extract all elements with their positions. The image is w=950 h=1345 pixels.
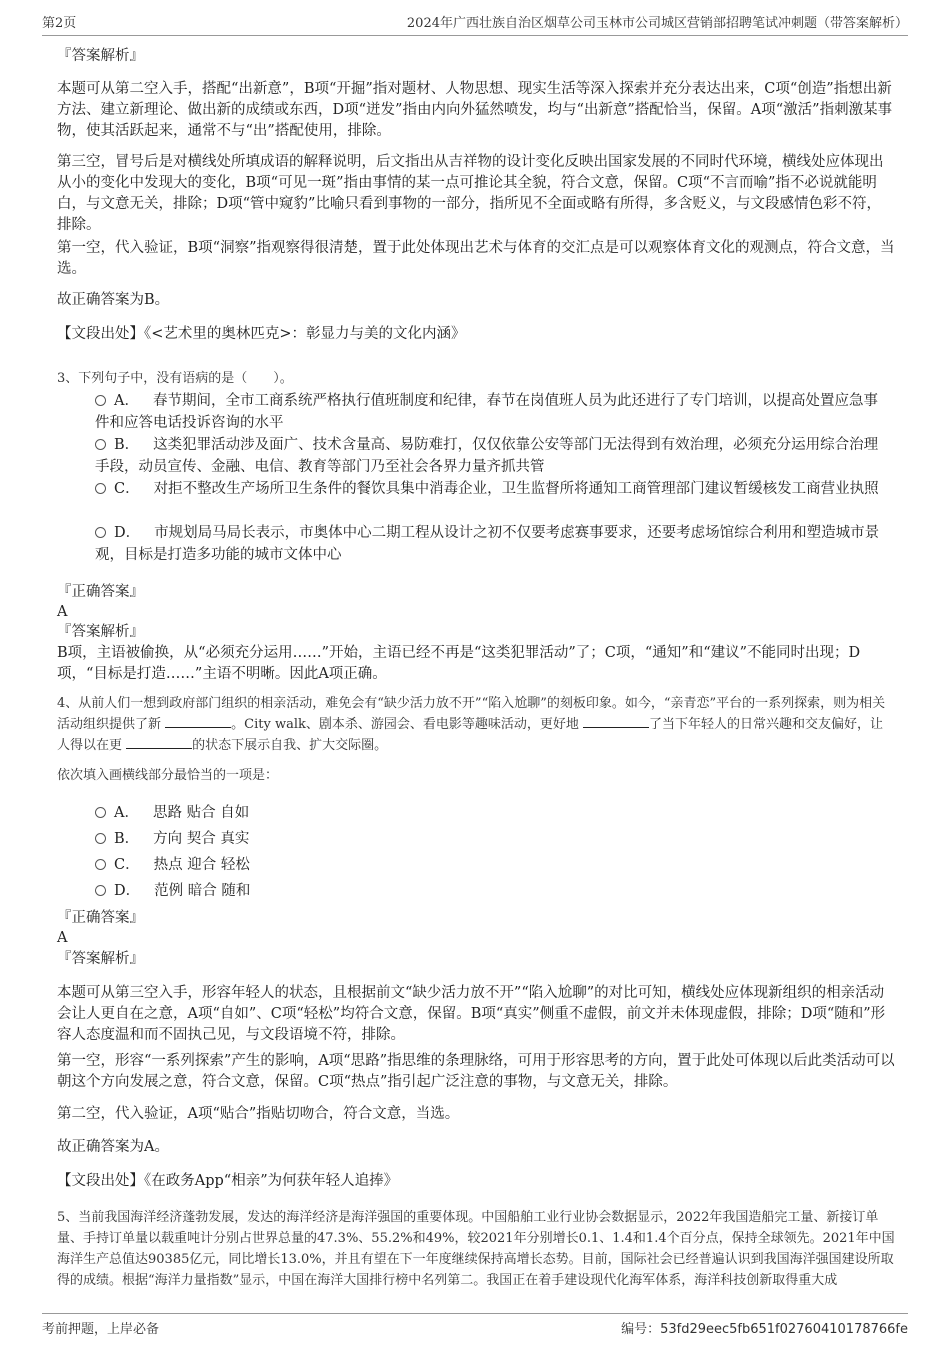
footer-slogan: 考前押题，上岸必备 (42, 1322, 160, 1337)
q4-option-a[interactable]: A． 思路 贴合 自如 (95, 802, 890, 824)
radio-icon[interactable] (95, 885, 106, 896)
document-title: 2024年广西壮族自治区烟草公司玉林市公司城区营销部招聘笔试冲刺题（带答案解析） (406, 16, 908, 31)
q3-option-c[interactable]: C． 对拒不整改生产场所卫生条件的餐饮具集中消毒企业，卫生监督所将通知工商管理部门建议暂缓核发工商营业执照 (95, 478, 890, 500)
q4-option-d[interactable]: D． 范例 暗合 随和 (95, 880, 890, 902)
q4-source: 【文段出处】《在政务App“相亲”为何获年轻人追捧》 (57, 1173, 399, 1189)
q5-stem: 5、当前我国海洋经济蓬勃发展，发达的海洋经济是海洋强国的重要体现。中国船舶工业行业协会数据显示，2022年我国造船完工量、新接订单量、手持订单量以载重吨计分别占世界总量的47.3%、55.2%和49%，较2021年分别增长0.1、1.4和1.4个百分点，保持全球领先。2021年中国海洋生产总值达90385亿元，同比增长13.0%，并且有望在下一年度继续保持高增长态势。目前，国际社会已经普遍认识到我国海洋强国建设所取得的成绩。根据“海洋力量指数”显示，中国在海洋大国排行榜中名列第二。我国正在着手建设现代化海军体系，海洋科技创新取得重大成 (57, 1210, 895, 1288)
q2-analysis-title: 『答案解析』 (57, 48, 144, 64)
q3-option-a[interactable]: A． 春节期间，全市工商系统严格执行值班制度和纪律，春节在岗值班人员为此还进行了专门培训，以提高处置应急事件和应答电话投诉咨询的水平 (95, 393, 878, 431)
q3-analysis-title: 『答案解析』 (57, 624, 144, 640)
q3-option-b[interactable]: B． 这类犯罪活动涉及面广、技术含量高、易防难打，仅仅依靠公安等部门无法得到有效治理，必须充分运用综合治理手段，动员宣传、金融、电信、教育等部门乃至社会各界力量齐抓共管 (95, 437, 879, 475)
q3-correct-answer: A (57, 604, 68, 620)
q4-correct-title: 『正确答案』 (57, 910, 144, 926)
q4-analysis-p4: 故正确答案为A。 (57, 1139, 169, 1155)
q2-analysis-p4: 故正确答案为B。 (57, 292, 170, 308)
q3-analysis: B项，主语被偷换，从“必须充分运用……”开始，主语已经不再是“这类犯罪活动”了；C项，“通知”和“建议”不能同时出现；D项，“目标是打造……”主语不明晰。因此A项正确。 (57, 645, 861, 682)
q4-analysis-title: 『答案解析』 (57, 951, 144, 967)
q2-analysis-p2: 第三空，冒号后是对横线处所填成语的解释说明，后文指出从吉祥物的设计变化反映出国家发展的不同时代环境，横线处应体现出从小的变化中发现大的变化，B项“可见一斑”指由事情的某一点可推论其全貌，符合文意，保留。C项“不言而喻”指不必说就能明白，与文意无关，排除；D项“管中窥豹”比喻只看到事物的一部分，指所见不全面或略有所得，多含贬义，与文段感情色彩不符，排除。 (57, 154, 884, 233)
q2-analysis-p1: 本题可从第二空入手，搭配“出新意”，B项“开掘”指对题材、人物思想、现实生活等深入探索并充分表达出来，C项“创造”指想出新方法、建立新理论、做出新的成绩或东西，D项“迸发”指由内向外猛然喷发，均与“出新意”搭配恰当，保留。A项“激活”指刺激某事物，使其活跃起来，通常不与“出”搭配使用，排除。 (57, 81, 893, 139)
radio-icon[interactable] (95, 439, 106, 450)
radio-icon[interactable] (95, 807, 106, 818)
q3-correct-title: 『正确答案』 (57, 584, 144, 600)
radio-icon[interactable] (95, 527, 106, 538)
q2-source: 【文段出处】《<艺术里的奥林匹克>：彰显力与美的文化内涵》 (57, 326, 466, 342)
radio-icon[interactable] (95, 395, 106, 406)
page-footer (42, 1313, 908, 1337)
fill-blank (126, 736, 192, 749)
q2-analysis-p3: 第一空，代入验证，B项“洞察”指观察得很清楚，置于此处体现出艺术与体育的交汇点是可以观察体育文化的观测点，符合文意，当选。 (57, 240, 895, 277)
q4-option-c[interactable]: C． 热点 迎合 轻松 (95, 854, 890, 876)
page-header (42, 12, 908, 36)
q4-analysis-p2: 第一空，形容“一系列探索”产生的影响，A项“思路”指思维的条理脉络，可用于形容思考的方向，置于此处可体现以后此类活动可以朝这个方向发展之意，符合文意，保留。C项“热点”指引起广泛注意的事物，与文意无关，排除。 (57, 1053, 895, 1090)
q3-option-d[interactable]: D． 市规划局马局长表示，市奥体中心二期工程从设计之初不仅要考虑赛事要求，还要考虑场馆综合利用和塑造城市景观，目标是打造多功能的城市文体中心 (95, 525, 880, 563)
q4-correct-answer: A (57, 930, 68, 946)
q4-option-b[interactable]: B． 方向 契合 真实 (95, 828, 890, 850)
q4-prompt: 依次填入画横线部分最恰当的一项是： (57, 768, 279, 783)
fill-blank (165, 715, 231, 728)
radio-icon[interactable] (95, 483, 106, 494)
page-number: 第2页 (42, 16, 77, 31)
q4-stem: 4、从前人们一想到政府部门组织的相亲活动，难免会有“缺少活力放不开”“陷入尬聊”的刻板印象。如今，“亲青恋”平台的一系列探索，则为相关活动组织提供了新 。City walk、剧本杀、游园会、看电影等趣味活动，更好地 了当下年轻人的日常兴趣和交友偏好，让人得以在更 的状态下展示自我、扩大交际圈。 (57, 696, 886, 753)
q4-analysis-p1: 本题可从第三空入手，形容年轻人的状态，且根据前文“缺少活力放不开”“陷入尬聊”的对比可知，横线处应体现新组织的相亲活动会让人更自在之意，A项“自如”、C项“轻松”均符合文意，保留。B项“真实”侧重不虚假，前文并未体现虚假，排除；D项“随和”形容人态度温和而不固执己见，与文段语境不符，排除。 (57, 985, 886, 1043)
fill-blank (583, 715, 649, 728)
q3-stem: 3、下列句子中，没有语病的是（ ）。 (57, 371, 293, 386)
document-code: 编号：53fd29eec5fb651f02760410178766fe (621, 1322, 908, 1337)
radio-icon[interactable] (95, 859, 106, 870)
q4-analysis-p3: 第二空，代入验证，A项“贴合”指贴切吻合，符合文意，当选。 (57, 1106, 460, 1122)
radio-icon[interactable] (95, 833, 106, 844)
